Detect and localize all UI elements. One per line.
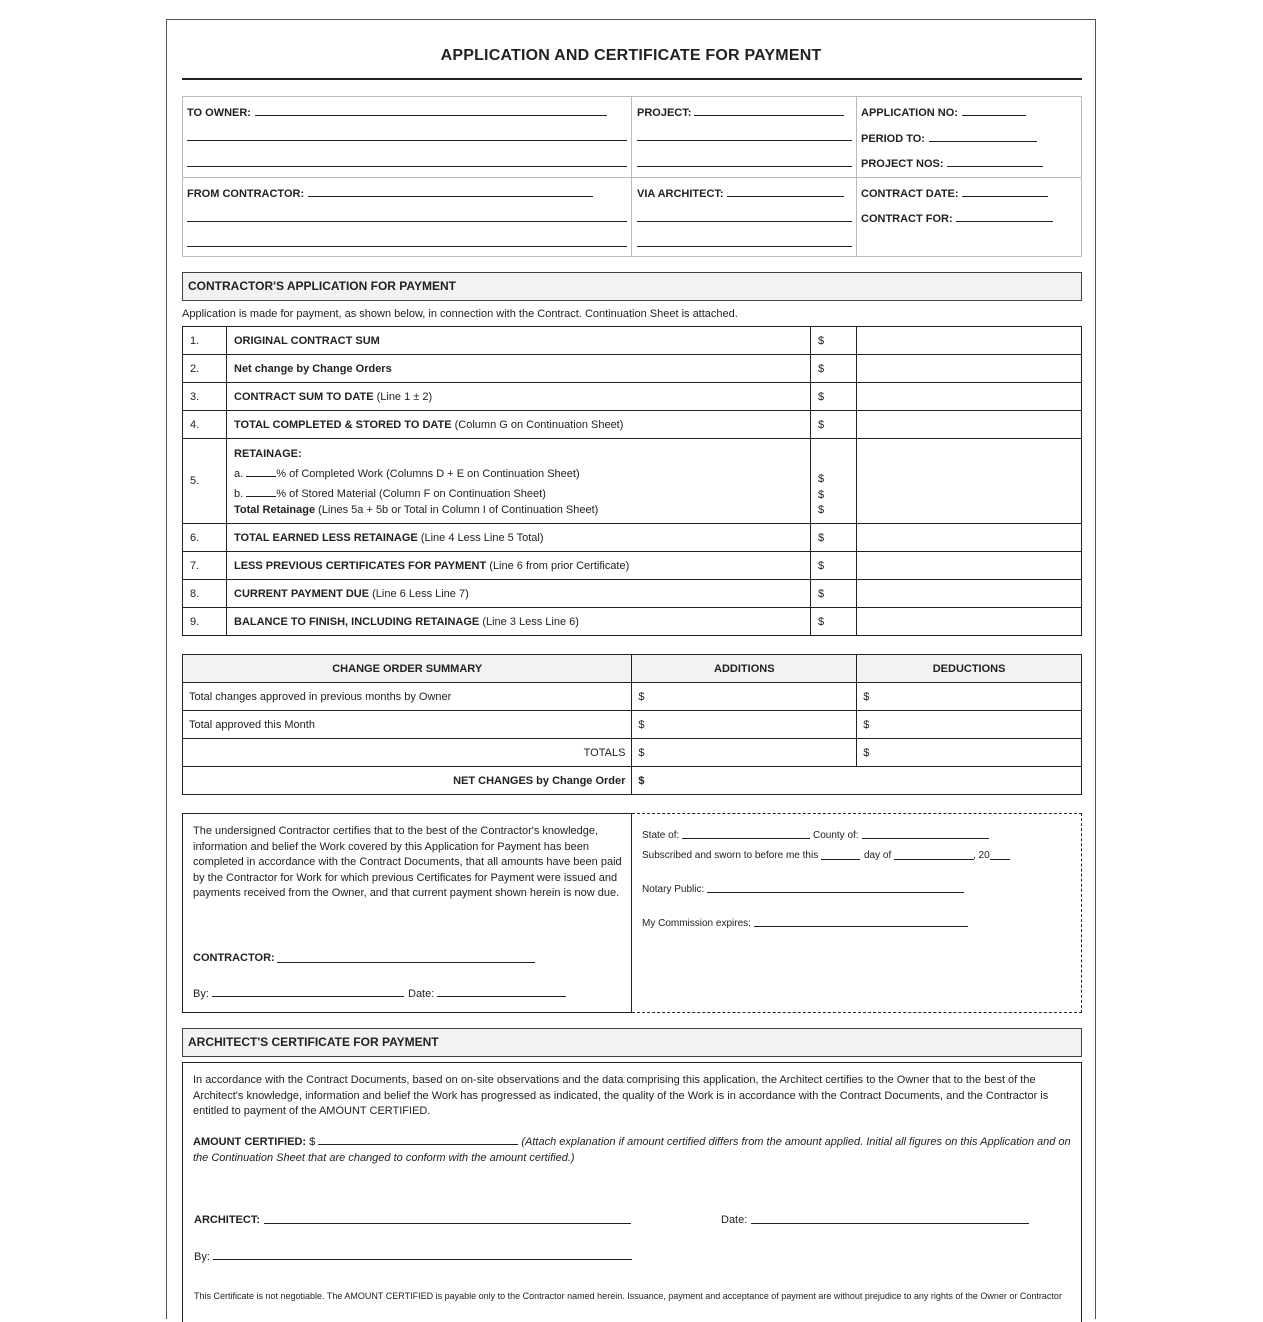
line-number: 7. <box>183 552 227 580</box>
county-field[interactable] <box>862 838 989 839</box>
line-note: (Line 6 Less Line 7) <box>372 587 469 600</box>
line-description <box>227 411 811 439</box>
contract-date-label: CONTRACT DATE: <box>861 188 959 200</box>
line-label: RETAINAGE: <box>234 448 302 460</box>
from-contractor-label: FROM CONTRACTOR: <box>187 188 305 200</box>
from-contractor-field[interactable] <box>308 196 593 197</box>
line-label: ORIGINAL CONTRACT SUM <box>234 334 380 347</box>
architect-certificate-box <box>182 1062 1082 1322</box>
to-owner-field-3[interactable] <box>187 166 627 167</box>
deductions-totals-input[interactable]: $ <box>857 739 1082 767</box>
additions-totals-input[interactable]: $ <box>632 739 857 767</box>
line-currency: $ <box>811 383 857 411</box>
change-order-row-previous <box>183 683 1082 711</box>
notary-box <box>632 813 1082 1013</box>
retainage-b-currency: $ <box>818 488 825 501</box>
line-currency: $ <box>811 552 857 580</box>
retainage-total <box>234 502 803 518</box>
state-field[interactable] <box>682 838 810 839</box>
project-field-3[interactable] <box>637 166 852 167</box>
line-row-8 <box>183 580 1082 608</box>
day-of-label: day of <box>864 850 892 861</box>
line-amount-input[interactable] <box>857 327 1082 355</box>
line-number: 3. <box>183 383 227 411</box>
via-architect-field-2[interactable] <box>637 221 852 222</box>
net-changes-input[interactable]: $ <box>632 767 1082 795</box>
contractor-date-field[interactable] <box>437 996 566 997</box>
change-order-row-totals <box>183 739 1082 767</box>
line-description <box>227 524 811 552</box>
line-note: (Line 1 ± 2) <box>376 390 433 403</box>
change-order-header-row <box>183 655 1082 683</box>
additions-previous-input[interactable]: $ <box>632 683 857 711</box>
net-changes-label: NET CHANGES by Change Order <box>183 767 632 795</box>
line-amount-input[interactable] <box>857 383 1082 411</box>
line-note: (Column G on Continuation Sheet) <box>454 418 624 431</box>
line-row-9 <box>183 608 1082 636</box>
line-note: (Line 6 from prior Certificate) <box>489 559 630 572</box>
totals-label: TOTALS <box>183 739 632 767</box>
architect-by-label: By: <box>194 1251 210 1263</box>
project-nos-field[interactable] <box>947 166 1043 167</box>
contract-for-label: CONTRACT FOR: <box>861 213 953 225</box>
line-row-5 <box>183 439 1082 524</box>
line-amount-input[interactable] <box>857 608 1082 636</box>
line-number: 1. <box>183 327 227 355</box>
line-row-2 <box>183 355 1082 383</box>
line-row-6 <box>183 524 1082 552</box>
line-label: BALANCE TO FINISH, INCLUDING RETAINAGE <box>234 615 480 628</box>
retainage-b-text: % of Stored Material (Column F on Continuation Sheet) <box>276 488 546 500</box>
form-title: APPLICATION AND CERTIFICATE FOR PAYMENT <box>440 47 822 64</box>
retainage-amount-input[interactable] <box>857 439 1082 524</box>
line-description <box>227 327 811 355</box>
contractor-signature-label: CONTRACTOR: <box>193 952 275 964</box>
via-architect-field-3[interactable] <box>637 246 852 247</box>
retainage-total-currency: $ <box>818 504 825 516</box>
line-number: 5. <box>183 439 227 524</box>
contractor-by-label: By: <box>193 988 209 1000</box>
contractor-by-field[interactable] <box>212 996 404 997</box>
line-currency: $ <box>811 355 857 383</box>
line-amount-input[interactable] <box>857 411 1082 439</box>
line-currency: $ <box>811 411 857 439</box>
deductions-previous-input[interactable]: $ <box>857 683 1082 711</box>
retainage-a-percent-field[interactable] <box>246 467 276 477</box>
project-label: PROJECT: <box>637 107 692 119</box>
line-description <box>227 355 811 383</box>
application-no-label: APPLICATION NO: <box>861 107 958 119</box>
architect-certificate-heading: ARCHITECT'S CERTIFICATE FOR PAYMENT <box>182 1028 1082 1057</box>
line-number: 6. <box>183 524 227 552</box>
retainage-a-currency: $ <box>818 473 825 485</box>
change-order-row-label: Total approved this Month <box>183 711 632 739</box>
to-owner-field-2[interactable] <box>187 140 627 141</box>
retainage-b <box>234 486 803 502</box>
via-architect-label: VIA ARCHITECT: <box>637 188 724 200</box>
line-amount-input[interactable] <box>857 355 1082 383</box>
line-description <box>227 383 811 411</box>
line-label: CURRENT PAYMENT DUE <box>234 587 370 600</box>
architect-date-label: Date: <box>721 1214 748 1226</box>
line-currency: $ <box>811 327 857 355</box>
line-note: (Line 4 Less Line 5 Total) <box>420 531 544 544</box>
contractor-certification-box <box>182 813 632 1013</box>
change-order-row-month <box>183 711 1082 739</box>
architect-date-field[interactable] <box>751 1223 1029 1224</box>
commission-field[interactable] <box>754 926 968 927</box>
subscribed-label: Subscribed and sworn to before me this <box>642 850 819 861</box>
certification-text: The undersigned Contractor certifies that to the best of the Contractor's knowledge, information and belief the Work covered by this Application for Payment has been completed in accordance with the Contract Documents, that all amounts have been paid by the Contractor for Work for which previous Certificates for Payment were issued and payments received from the Owner, and that current payment shown herein is now due. <box>193 825 622 899</box>
application-lines-table <box>182 326 1082 636</box>
line-description <box>227 608 811 636</box>
line-row-7 <box>183 552 1082 580</box>
contractor-date-label: Date: <box>408 988 435 1000</box>
via-architect-field[interactable] <box>727 196 844 197</box>
line-label: TOTAL EARNED LESS RETAINAGE <box>234 531 418 544</box>
line-description <box>227 552 811 580</box>
deductions-month-input[interactable]: $ <box>857 711 1082 739</box>
architect-signature-label: ARCHITECT: <box>194 1214 260 1226</box>
line-amount-input[interactable] <box>857 524 1082 552</box>
line-row-4 <box>183 411 1082 439</box>
amount-certified-note: (Attach explanation if amount certified differs from the amount applied. Initial all figures on this Application and on the Continuation Sheet that are changed to conform with the amount certified.) <box>193 1136 1071 1164</box>
retainage-total-note: (Lines 5a + 5b or Total in Column I of Continuation Sheet) <box>318 504 599 516</box>
from-contractor-field-3[interactable] <box>187 246 627 247</box>
retainage-description <box>227 439 811 524</box>
retainage-b-prefix: b. <box>234 488 244 500</box>
retainage-a-text: % of Completed Work (Columns D + E on Continuation Sheet) <box>276 468 580 480</box>
line-note: (Line 3 Less Line 6) <box>482 615 579 628</box>
notary-public-label: Notary Public: <box>642 884 705 895</box>
retainage-b-percent-field[interactable] <box>246 487 276 497</box>
architect-certificate-text: In accordance with the Contract Documents, based on on-site observations and the data comprising this application, the Architect certifies to the Owner that to the best of the Architect's knowledge, information and belief the Work has progressed as indicated, the quality of the Work is in accordance with the Contract Documents, and the Contractor is entitled to payment of the AMOUNT CERTIFIED. <box>193 1074 1049 1117</box>
year-label: , 20 <box>973 850 990 861</box>
contractor-signature-field[interactable] <box>277 962 535 963</box>
architect-by-field[interactable] <box>213 1259 632 1260</box>
to-owner-field[interactable] <box>255 115 607 116</box>
line-description <box>227 580 811 608</box>
amount-certified-field[interactable] <box>318 1135 518 1145</box>
project-field[interactable] <box>694 115 844 116</box>
period-to-field[interactable] <box>929 141 1037 142</box>
line-number: 4. <box>183 411 227 439</box>
period-to-label: PERIOD TO: <box>861 133 925 145</box>
contract-for-field[interactable] <box>956 221 1053 222</box>
change-order-row-label: Total changes approved in previous months by Owner <box>183 683 632 711</box>
change-order-row-net <box>183 767 1082 795</box>
line-number: 8. <box>183 580 227 608</box>
line-label: LESS PREVIOUS CERTIFICATES FOR PAYMENT <box>234 559 487 572</box>
line-label: CONTRACT SUM TO DATE <box>234 390 374 403</box>
line-row-1 <box>183 327 1082 355</box>
contractor-application-heading: CONTRACTOR'S APPLICATION FOR PAYMENT <box>182 272 1082 301</box>
retainage-a-prefix: a. <box>234 468 244 480</box>
line-number: 9. <box>183 608 227 636</box>
project-field-2[interactable] <box>637 140 852 141</box>
county-label: County of: <box>813 830 859 841</box>
line-currency: $ <box>811 524 857 552</box>
form-page <box>166 19 1096 1319</box>
additions-heading: ADDITIONS <box>632 655 857 683</box>
line-number: 2. <box>183 355 227 383</box>
to-owner-label: TO OWNER: <box>187 107 251 119</box>
application-intro: Application is made for payment, as shown below, in connection with the Contract. Continuation Sheet is attached. <box>182 308 738 320</box>
line-row-3 <box>183 383 1082 411</box>
amount-certified-line <box>193 1135 1073 1166</box>
notary-public-field[interactable] <box>707 892 964 893</box>
sworn-year-field[interactable] <box>990 859 1010 860</box>
line-label: Net change by Change Orders <box>234 362 392 375</box>
from-contractor-field-2[interactable] <box>187 221 627 222</box>
change-order-table <box>182 654 1082 795</box>
certificate-footer-text: This Certificate is not negotiable. The AMOUNT CERTIFIED is payable only to the Contractor named herein. Issuance, payment and acceptance of payment are without prejudice to any rights of the Owner or Contractor <box>194 1291 1062 1301</box>
change-order-heading: CHANGE ORDER SUMMARY <box>183 655 632 683</box>
line-currency: $ <box>811 608 857 636</box>
retainage-currency <box>811 439 857 524</box>
retainage-total-label: Total Retainage <box>234 504 316 516</box>
line-amount-input[interactable] <box>857 552 1082 580</box>
state-label: State of: <box>642 830 680 841</box>
application-no-field[interactable] <box>962 115 1026 116</box>
contract-date-field[interactable] <box>962 196 1048 197</box>
sworn-month-field[interactable] <box>894 859 974 860</box>
deductions-heading: DEDUCTIONS <box>857 655 1082 683</box>
sworn-day-field[interactable] <box>821 859 860 860</box>
line-currency: $ <box>811 580 857 608</box>
retainage-a <box>234 466 803 482</box>
amount-certified-currency: $ <box>309 1136 316 1148</box>
title-rule <box>182 78 1082 80</box>
amount-certified-label: AMOUNT CERTIFIED: <box>193 1136 307 1148</box>
line-amount-input[interactable] <box>857 580 1082 608</box>
project-nos-label: PROJECT NOS: <box>861 158 944 170</box>
commission-label: My Commission expires: <box>642 918 751 929</box>
additions-month-input[interactable]: $ <box>632 711 857 739</box>
line-label: TOTAL COMPLETED & STORED TO DATE <box>234 418 452 431</box>
architect-signature-field[interactable] <box>264 1223 631 1224</box>
